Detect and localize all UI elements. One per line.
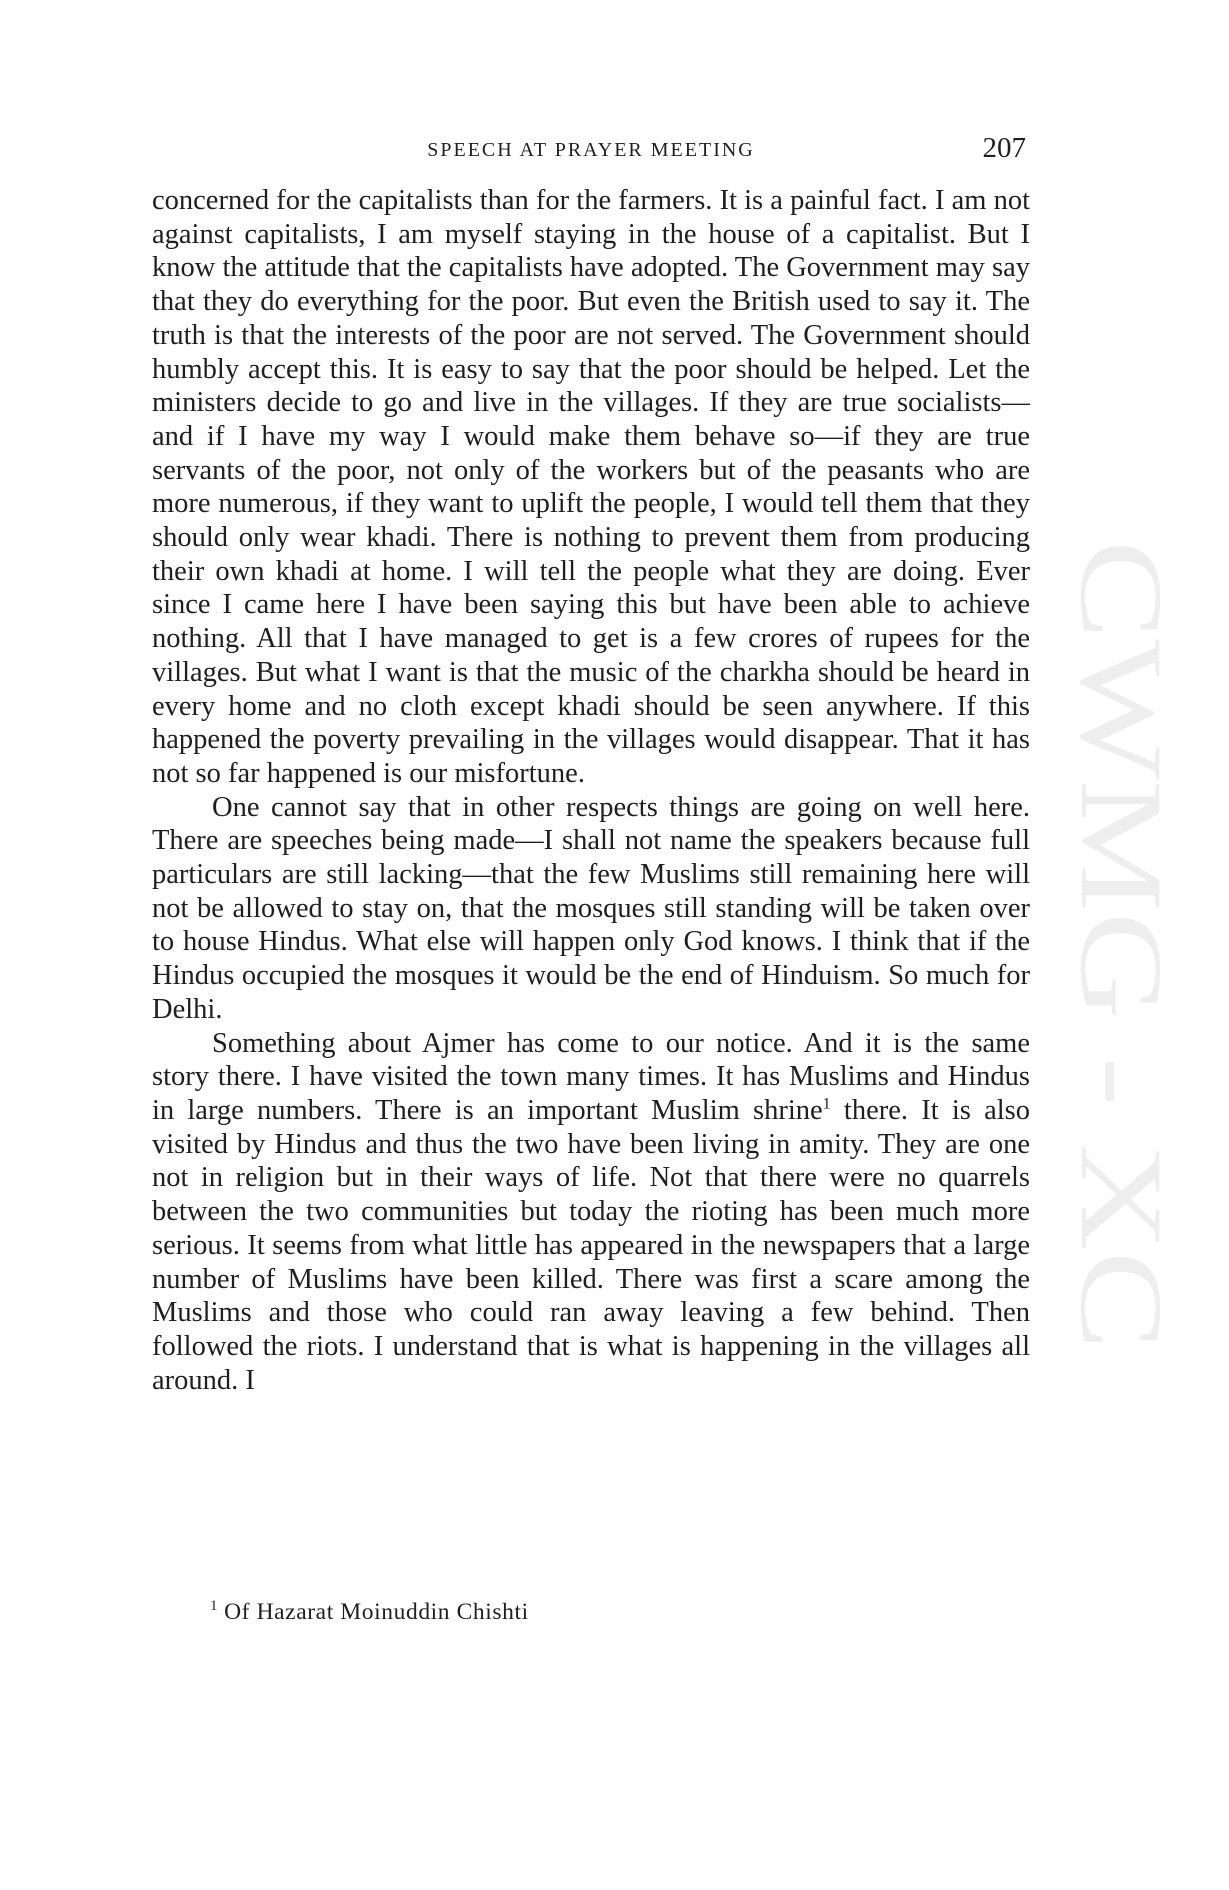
footnote-reference: 1: [822, 1095, 831, 1113]
body-text: [152, 184, 1030, 1397]
footnote-text: Of Hazarat Moinuddin Chishti: [224, 1599, 529, 1625]
watermark-text: CWMG - XC: [1056, 540, 1187, 1183]
paragraph-3: [152, 1027, 1030, 1398]
paragraph-2: One cannot say that in other respects things are going on well here. There are speeches being made—I shall not name the speakers because full particulars are still lacking—that the few Muslims still remaining here will not be allowed to stay on, that the mosques still standing will be taken over to house Hindus. What else will happen only God knows. I think that if the Hindus occupied the mosques it would be the end of Hinduism. So much for Delhi.: [152, 791, 1030, 1025]
paragraph-3-text-a: Something about Ajmer has come to our notice. And it is the same story there. I have visited the town many times. It has Muslims and Hindus in large numbers. There is an important Muslim shrine: [152, 1027, 1030, 1126]
running-title: SPEECH AT PRAYER MEETING: [427, 139, 755, 161]
paragraph-1: concerned for the capitalists than for the farmers. It is a painful fact. I am not against capitalists, I am myself staying in the house of a capitalist. But I know the attitude that the capitalists have adopted. The Government may say that they do everything for the poor. But even the British used to say it. The truth is that the interests of the poor are not served. The Government should humbly accept this. It is easy to say that the poor should be helped. Let the ministers decide to go and live in the villages. If they are true socialists—and if I have my way I would make them behave so—if they are true servants of the poor, not only of the workers but of the peasants who are more numerous, if they want to uplift the people, I would tell them that they should only wear khadi. There is nothing to prevent them from producing their own khadi at home. I will tell the people what they are doing. Ever since I came here I have been saying this but have been able to achieve nothing. All that I have managed to get is a few crores of rupees for the villages. But what I want is that the music of the charkha should be heard in every home and no cloth except khadi should be seen anywhere. If this happened the poverty prevailing in the villages would disappear. That it has not so far happened is our misfortune.: [152, 185, 1030, 789]
footnote-mark: 1: [210, 1598, 219, 1615]
watermark: [1042, 540, 1202, 1360]
running-head: [152, 132, 1030, 172]
page-number: 207: [982, 132, 1026, 164]
footnote: [210, 1599, 529, 1626]
paragraph-3-text-b: there. It is also visited by Hindus and thus the two have been living in amity. They are one not in religion but in their ways of life. Not that there were no quarrels between the two communities but today the rioting has been much more serious. It seems from what little has appeared in the newspapers that a large number of Muslims have been killed. There was first a scare among the Muslims and those who could ran away leaving a few behind. Then followed the riots. I understand that is what is happening in the villages all around. I: [152, 1094, 1030, 1396]
